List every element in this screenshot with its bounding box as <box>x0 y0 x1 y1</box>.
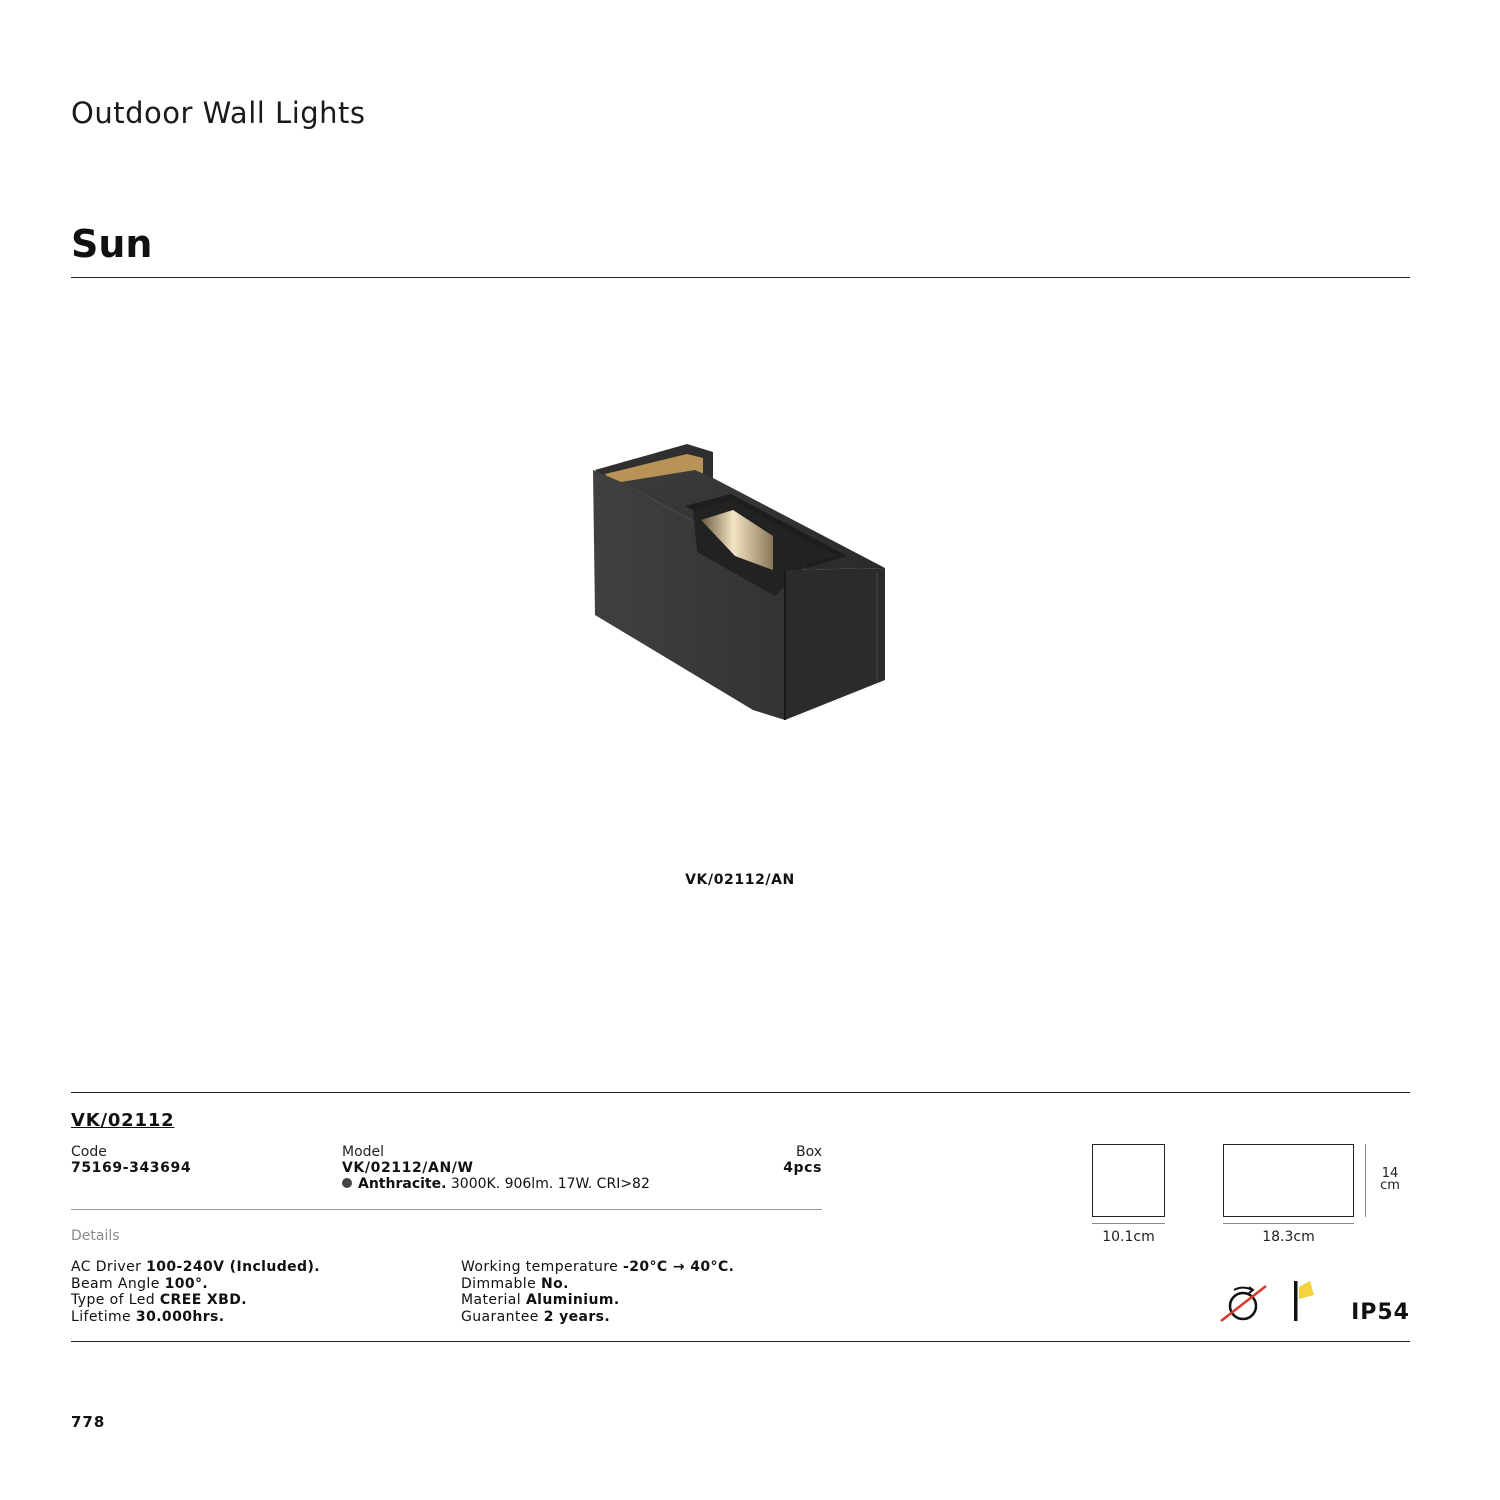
height-dimension-line <box>1365 1144 1366 1217</box>
details-heading: Details <box>71 1228 120 1244</box>
model-label: Model <box>342 1144 385 1160</box>
details-right-list <box>461 1259 734 1325</box>
side-view-box <box>1092 1144 1165 1217</box>
details-left-list <box>71 1259 320 1325</box>
detail-material: Material Aluminium. <box>461 1292 620 1309</box>
front-view-box <box>1223 1144 1354 1217</box>
detail-working-temperature: Working temperature -20°C → 40°C. <box>461 1259 735 1275</box>
wall-light-icon <box>1290 1279 1318 1323</box>
length-dimension-label: 18.3cm <box>1262 1229 1315 1245</box>
spec-top-divider <box>71 1092 1410 1093</box>
category-title: Outdoor Wall Lights <box>71 96 366 130</box>
product-image <box>585 440 895 725</box>
width-dimension-label: 10.1cm <box>1102 1229 1155 1245</box>
finish-name: Anthracite. <box>358 1176 447 1192</box>
detail-dimmable: Dimmable No. <box>461 1275 569 1292</box>
product-reference[interactable]: VK/02112 <box>71 1110 175 1131</box>
no-dimmer-icon <box>1218 1282 1270 1324</box>
detail-ac-driver: AC Driver 100-240V (Included). <box>71 1259 320 1275</box>
image-caption: VK/02112/AN <box>685 872 795 888</box>
detail-guarantee: Guarantee 2 years. <box>461 1308 611 1325</box>
detail-beam-angle: Beam Angle 100°. <box>71 1275 209 1292</box>
box-label: Box <box>795 1144 822 1160</box>
code-label: Code <box>71 1144 107 1160</box>
model-value: VK/02112/AN/W <box>342 1160 474 1176</box>
length-dimension-line <box>1223 1223 1354 1224</box>
finish-line <box>342 1176 650 1193</box>
detail-lifetime: Lifetime 30.000hrs. <box>71 1308 225 1325</box>
details-divider <box>71 1209 822 1210</box>
page-number: 778 <box>71 1413 106 1431</box>
detail-led-type: Type of Led CREE XBD. <box>71 1292 247 1309</box>
spec-bottom-divider <box>71 1341 1410 1342</box>
width-dimension-line <box>1092 1223 1165 1224</box>
box-value: 4pcs <box>783 1160 822 1176</box>
finish-specs: 3000K. 906lm. 17W. CRI>82 <box>450 1176 650 1192</box>
ip-rating: IP54 <box>1351 1300 1410 1325</box>
product-family-title: Sun <box>71 222 153 266</box>
code-value: 75169-343694 <box>71 1160 192 1176</box>
header-divider <box>71 277 1410 278</box>
height-dimension-label: 14 cm <box>1380 1166 1400 1193</box>
finish-color-dot <box>342 1178 352 1188</box>
